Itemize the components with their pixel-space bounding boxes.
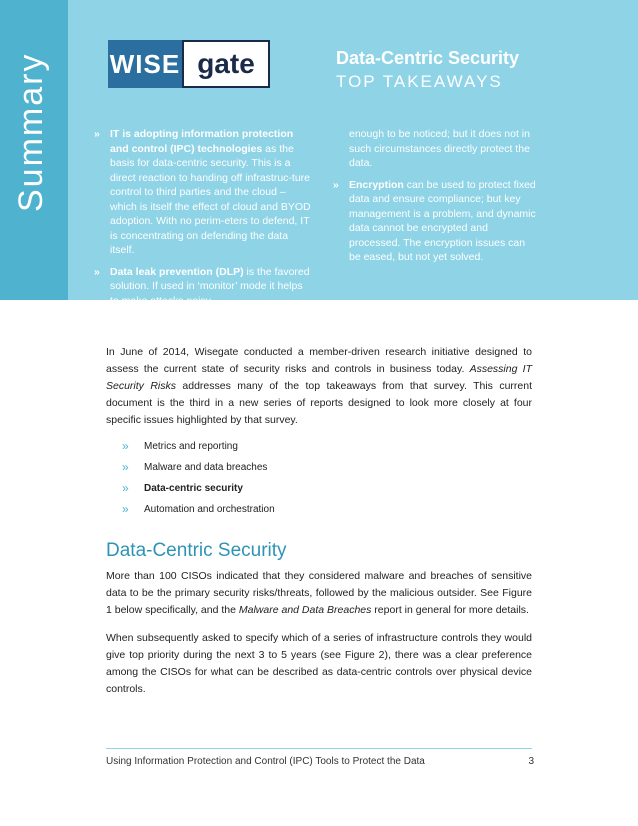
chevron-right-icon: » — [122, 460, 129, 474]
chevron-right-icon: » — [122, 481, 129, 495]
intro-text-a: In June of 2014, Wisegate conducted a member-driven research initiative designed to assess the current state of security risks and controls in business today. — [106, 346, 532, 375]
takeaway-encryption-text: can be used to protect fixed data and ensure compliance; but key management is a problem, and dynamic data cannot be encrypted and processed. The encryption issues can be eased, but not yet solved. — [349, 178, 536, 263]
logo-gate: gate — [182, 40, 270, 88]
chevron-right-icon: » — [122, 439, 129, 453]
section-heading: Data-Centric Security — [106, 540, 287, 561]
topic-list — [122, 440, 422, 524]
takeaways-column-left — [94, 127, 314, 315]
intro-text-b: addresses many of the top takeaways from that survey. This current document is the third in a new series of reports designed to look more closely at four specific issues highlighted by that survey. — [106, 380, 532, 426]
section-paragraph-2: When subsequently asked to specify which of a series of infrastructure controls they would give top priority during the next 3 to 5 years (see Figure 2), there was a clear preference among the CISOs for what can be described as data-centric controls over physical device controls. — [106, 632, 532, 695]
report-title-link: Assessing IT Security Risks — [106, 363, 532, 392]
banner-subtitle: TOP TAKEAWAYS — [336, 72, 503, 91]
intro-paragraph — [106, 344, 532, 429]
footer-divider — [106, 748, 532, 749]
takeaway-ipc-text: as the basis for data-centric security. This is a direct reaction to handing off infrastruc-ture control to third parties and the cloud – which is itself the effect of cloud and BYOD adoption. With no perim-eters to defend, IT is concentrating on defending the data itself. — [110, 142, 311, 256]
list-item-label: Malware and data breaches — [144, 462, 268, 473]
section-paragraph-1 — [106, 568, 532, 619]
takeaway-encryption — [333, 178, 539, 265]
chevron-right-icon: » — [122, 502, 129, 516]
page-number: 3 — [528, 756, 534, 767]
wisegate-logo — [108, 40, 270, 88]
takeaway-ipc — [94, 127, 314, 258]
summary-side-tab — [0, 0, 68, 300]
list-item-label: Automation and orchestration — [144, 504, 275, 515]
list-item — [122, 440, 422, 461]
list-item-label: Data-centric security — [144, 483, 243, 494]
takeaway-dlp-continued: enough to be noticed; but it does not in such circumstances directly protect the data. — [349, 128, 530, 169]
takeaway-bullet-icon: » — [333, 178, 339, 191]
takeaway-dlp-text: is the favored solution. If used in ‘monitor’ mode it helps to make attacks noisy — [110, 265, 310, 307]
footer-title: Using Information Protection and Control (IPC) Tools to Protect the Data — [106, 756, 425, 767]
banner-title: Data-Centric Security — [336, 48, 520, 68]
takeaway-dlp-heading: Data leak prevention (DLP) — [110, 265, 244, 278]
malware-report-link: Malware and Data Breaches — [238, 604, 372, 616]
summary-label: Summary — [12, 52, 50, 212]
takeaways-column-right — [333, 127, 539, 272]
list-item — [122, 461, 422, 482]
takeaway-dlp — [94, 265, 314, 309]
logo-wise: WISE — [108, 40, 182, 88]
list-item-current — [122, 482, 422, 503]
takeaway-bullet-icon: » — [94, 128, 100, 140]
list-item-label: Metrics and reporting — [144, 441, 238, 452]
section-p1-text-a: More than 100 CISOs indicated that they considered malware and breaches of sensitive data to be the primary security risks/threats, followed by the malicious outsider. See Figure 1 below specifically, and the — [106, 570, 532, 616]
takeaway-encryption-heading: Encryption — [349, 178, 404, 191]
list-item — [122, 503, 422, 524]
takeaway-ipc-heading: IT is adopting information protection and control (IPC) technologies — [110, 128, 294, 155]
section-p1-text-b: report in general for more details. — [371, 604, 529, 616]
takeaway-bullet-icon: » — [94, 265, 100, 278]
